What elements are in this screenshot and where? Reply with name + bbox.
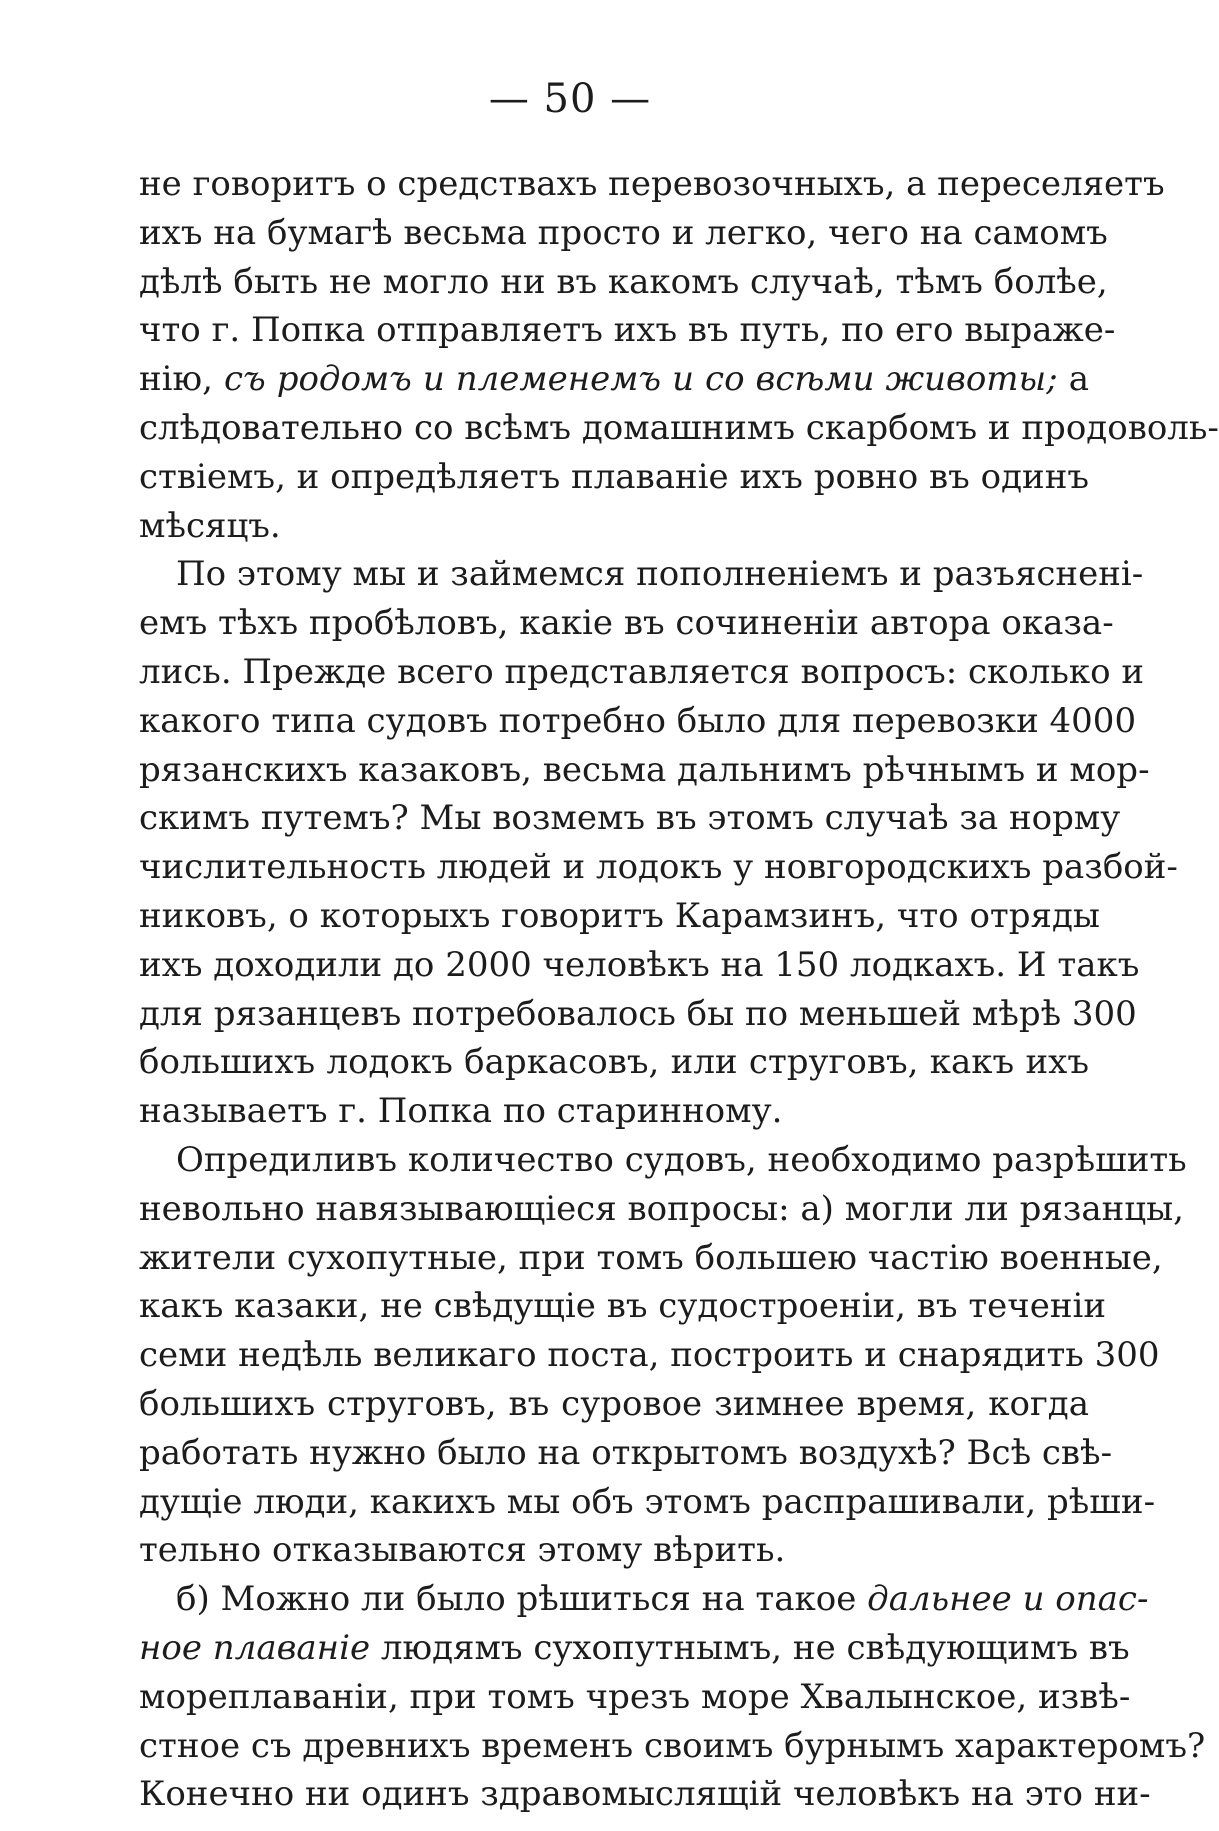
text-line	[139, 648, 1145, 697]
text-run: мѣсяцъ.	[139, 505, 281, 546]
text-line	[139, 355, 1089, 404]
text-line	[139, 1575, 1149, 1624]
text-run: ихъ доходили до 2000 человѣкъ на 150 лодкахъ. И такъ	[139, 944, 1140, 985]
text-line	[139, 1087, 1089, 1136]
text-run: числительность людей и лодокъ у новгородскихъ разбой-	[139, 847, 1178, 888]
text-line	[139, 1624, 1130, 1673]
text-run: семи недѣль великаго поста, построить и снарядить 300	[139, 1335, 1160, 1376]
text-line	[139, 1429, 1113, 1478]
text-line	[139, 599, 1114, 648]
text-line	[139, 1185, 1184, 1234]
text-run: большихъ лодокъ баркасовъ, или струговъ, какъ ихъ	[139, 1042, 1089, 1083]
text-line	[139, 1038, 1089, 1087]
text-run: скимъ путемъ? Мы возмемъ въ этомъ случаѣ за норму	[139, 798, 1121, 839]
italic-text: ное плаванiе	[139, 1627, 371, 1668]
text-run: работать нужно было на открытомъ воздухѣ? Всѣ свѣ-	[139, 1432, 1113, 1473]
italic-text: дальнее и опас-	[867, 1579, 1149, 1620]
text-run: для рязанцевъ потребовалось бы по меньшей мѣрѣ 300	[139, 993, 1137, 1034]
text-run: тельно отказываются этому вѣрить.	[139, 1530, 786, 1571]
text-run: жители сухопутные, при томъ большею частiю военные,	[139, 1237, 1163, 1278]
text-line	[139, 453, 1089, 502]
text-run: не говоритъ о средствахъ перевозочныхъ, а переселяетъ	[139, 164, 1165, 204]
body-text	[139, 160, 1219, 1819]
text-line	[139, 1282, 1107, 1331]
text-line	[139, 1770, 1151, 1819]
text-line	[139, 306, 1116, 355]
text-run: невольно навязывающiеся вопросы: а) могли ли рязанцы,	[139, 1188, 1184, 1229]
text-run: б) Можно ли было рѣшиться на такое	[176, 1579, 868, 1620]
text-line	[139, 941, 1140, 990]
text-line	[139, 697, 1137, 746]
text-line	[139, 209, 1108, 258]
text-line	[139, 1234, 1163, 1283]
text-run: какъ казаки, не свѣдущiе въ судостроенiи, въ теченiи	[139, 1286, 1107, 1327]
text-line	[139, 404, 1219, 453]
text-run: стное съ древнихъ временъ своимъ бурнымъ характеромъ?	[139, 1725, 1206, 1766]
text-run: лись. Прежде всего представляется вопросъ: сколько и	[139, 651, 1145, 692]
text-line	[139, 258, 1108, 307]
text-run: дущiе люди, какихъ мы объ этомъ распрашивали, рѣши-	[139, 1481, 1156, 1522]
text-line	[139, 1136, 1187, 1185]
text-line	[139, 990, 1137, 1039]
text-run: По этому мы и займемся пополненiемъ и разъясненi-	[176, 554, 1144, 595]
text-run: людямъ сухопутнымъ, не свѣдующимъ въ	[370, 1627, 1130, 1668]
text-line	[139, 502, 1089, 551]
text-run: мореплаванiи, при томъ чрезъ море Хвалынское, извѣ-	[139, 1676, 1131, 1717]
text-run: слѣдовательно со всѣмъ домашнимъ скарбомъ и продоволь-	[139, 407, 1219, 448]
page-number: — 50 —	[488, 76, 652, 122]
text-line	[139, 1478, 1156, 1527]
text-line	[139, 843, 1178, 892]
text-run: Опредиливъ количество судовъ, необходимо разрѣшить	[176, 1139, 1187, 1180]
text-run: емъ тѣхъ пробѣловъ, какiе въ сочиненiи автора оказа-	[139, 603, 1114, 644]
text-run: ихъ на бумагѣ весьма просто и легко, чего на самомъ	[139, 212, 1108, 253]
text-run: нiю,	[139, 359, 224, 400]
text-run: большихъ струговъ, въ суровое зимнее время, когда	[139, 1383, 1089, 1424]
text-run: называетъ г. Попка по старинному.	[139, 1091, 783, 1132]
text-line	[139, 1722, 1206, 1771]
text-run: Конечно ни одинъ здравомыслящiй человѣкъ на это ни-	[139, 1774, 1151, 1815]
text-run: никовъ, о которыхъ говоритъ Карамзинъ, что отряды	[139, 895, 1100, 936]
text-line	[139, 794, 1121, 843]
text-line	[139, 1526, 1089, 1575]
text-line	[139, 550, 1144, 599]
text-run: дѣлѣ быть не могло ни въ какомъ случаѣ, тѣмъ болѣе,	[139, 261, 1108, 302]
italic-text: съ родомъ и племенемъ и со всѣми животы;	[223, 359, 1058, 400]
text-line	[139, 746, 1150, 795]
text-run: что г. Попка отправляетъ ихъ въ путь, по его выраже-	[139, 310, 1116, 351]
text-line	[139, 1673, 1131, 1722]
text-run: ствiемъ, и опредѣляетъ плаванiе ихъ ровно въ одинъ	[139, 456, 1089, 497]
text-line	[139, 892, 1100, 941]
text-run: рязанскихъ казаковъ, весьма дальнимъ рѣчнымъ и мор-	[139, 749, 1150, 790]
text-line	[139, 1380, 1089, 1429]
text-line	[139, 1331, 1160, 1380]
text-run: какого типа судовъ потребно было для перевозки 4000	[139, 700, 1137, 741]
text-run: а	[1057, 359, 1089, 400]
text-line	[139, 160, 1165, 209]
